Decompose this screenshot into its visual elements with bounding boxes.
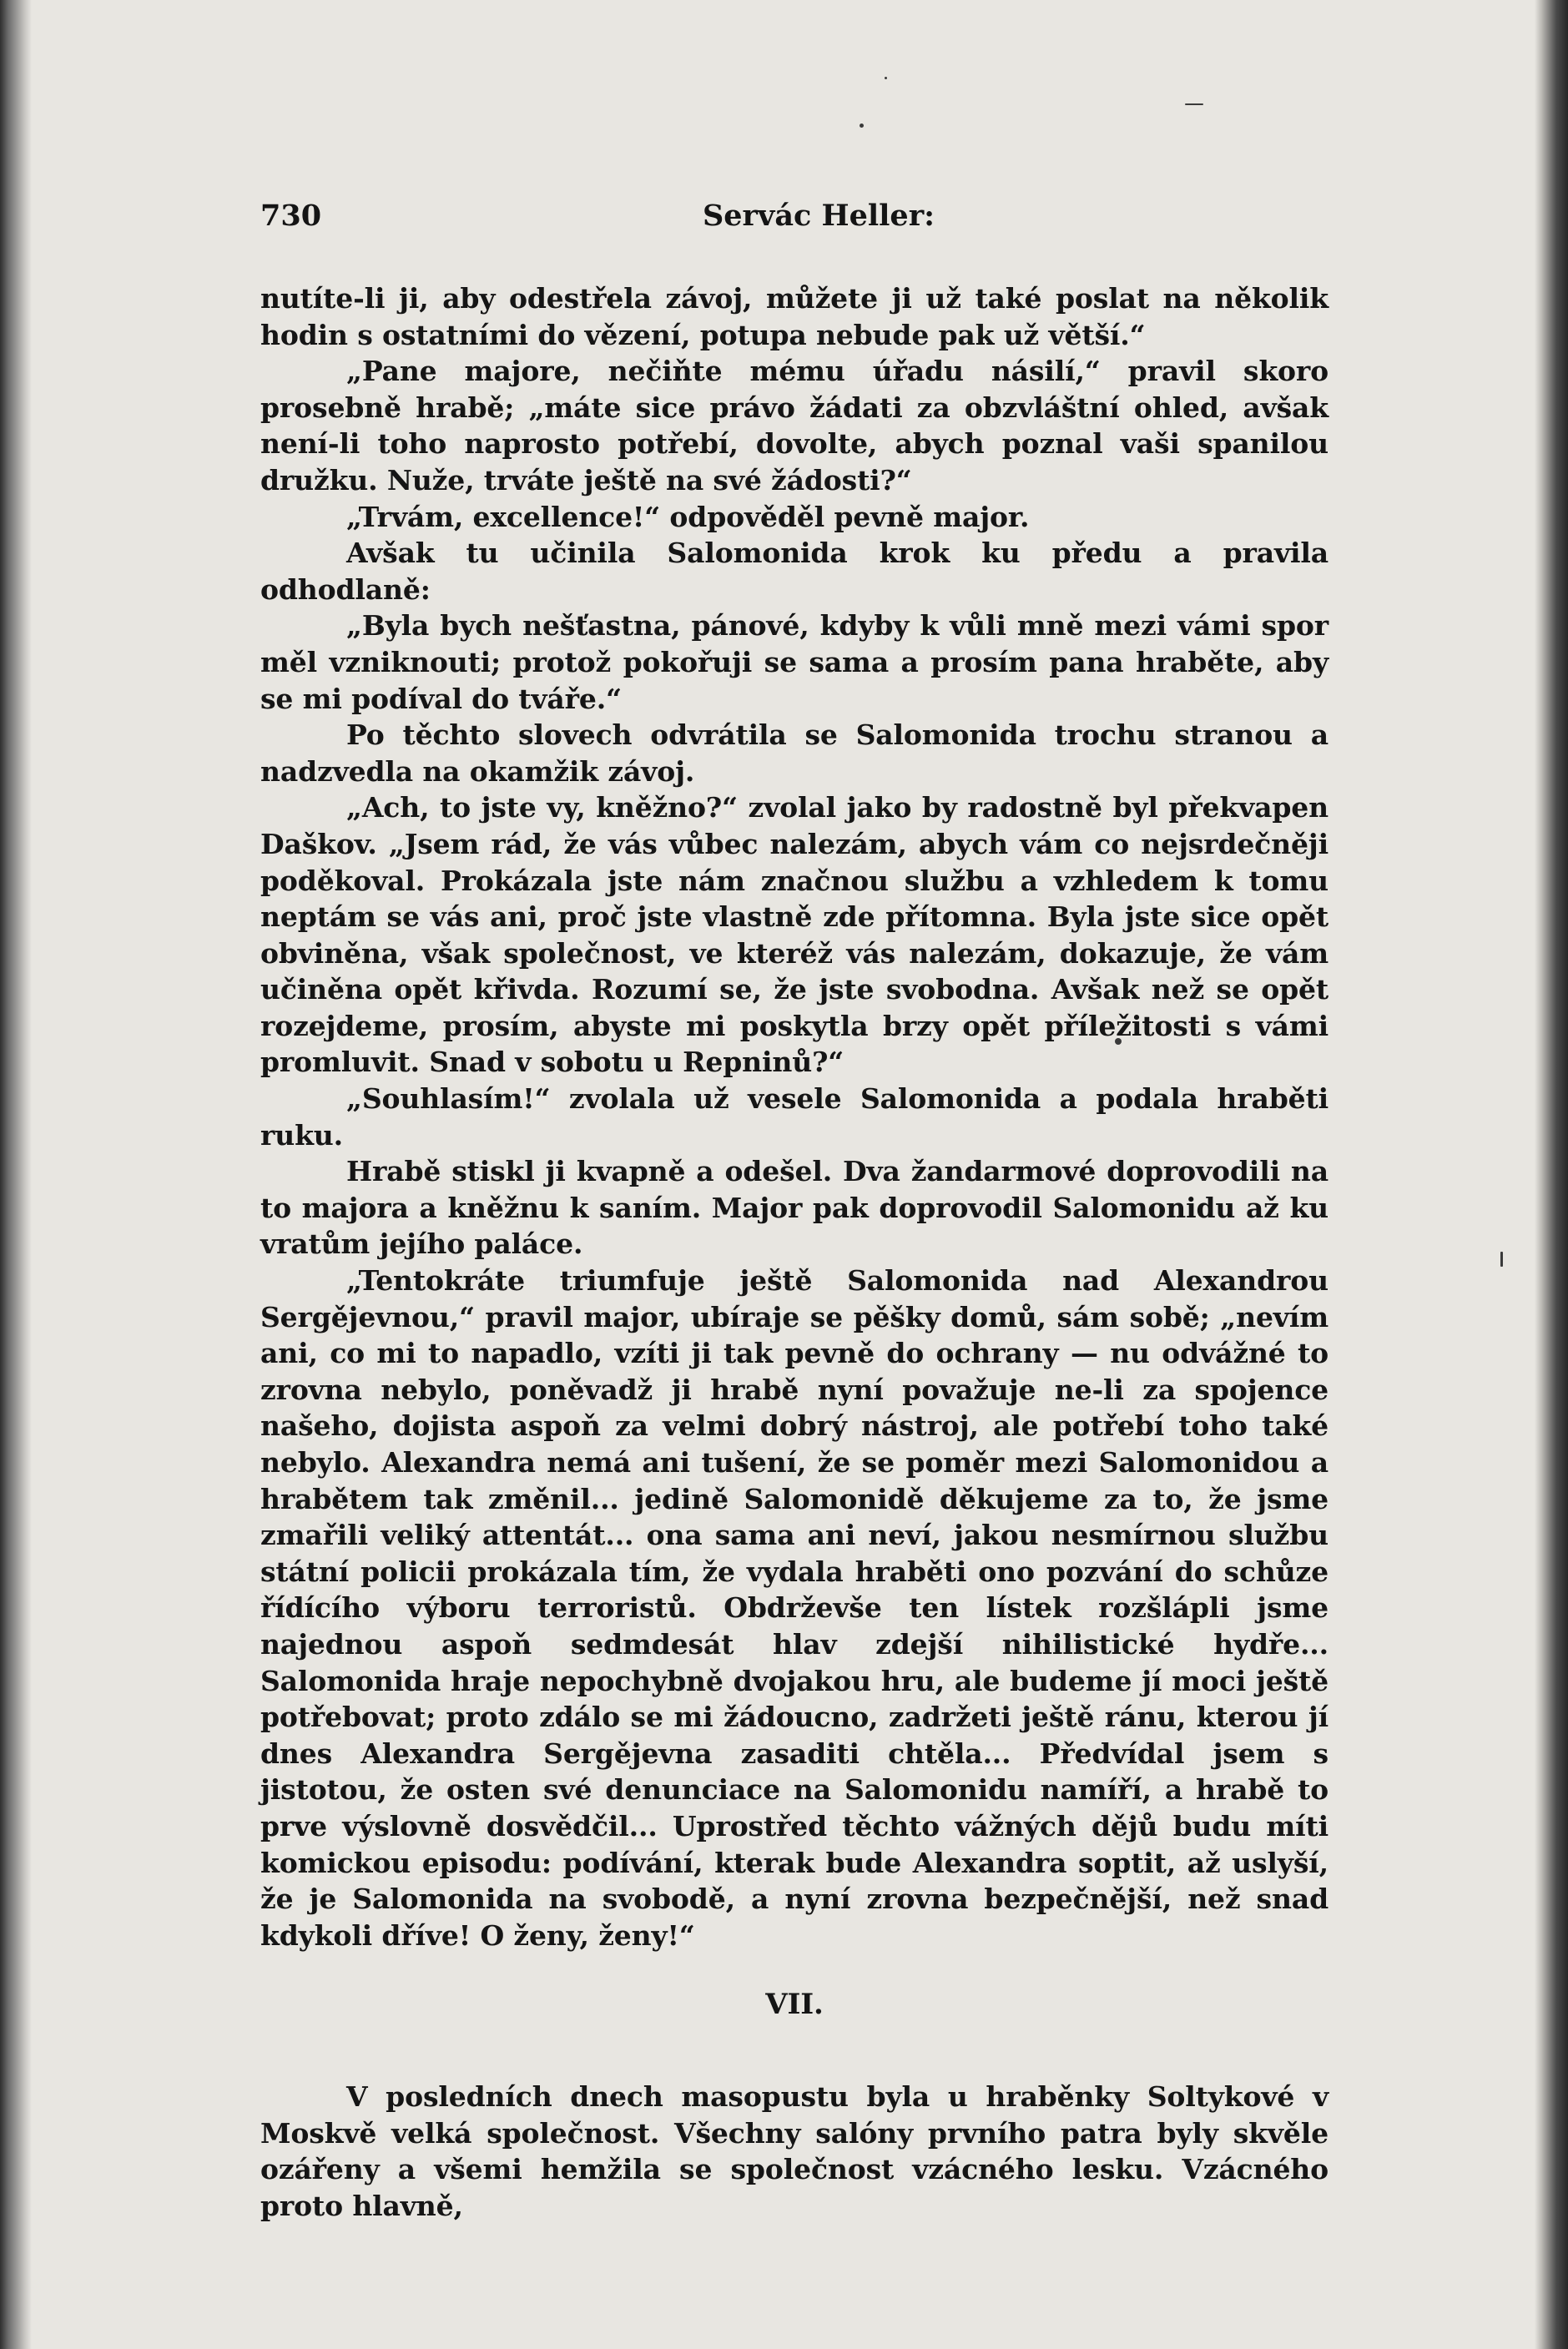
- scan-speck: [860, 123, 864, 128]
- scan-speck: [1185, 103, 1203, 105]
- paragraph: Po těchto slovech odvrátila se Salomonida trochu stranou a nadzvedla na okamžik závoj.: [260, 718, 1329, 788]
- paragraph: „Pane majore, nečiňte mému úřadu násilí,“ pravil skoro prosebně hrabě; „máte sice právo žádati za obzvláštní ohled, avšak není-li toho naprosto potřebí, dovolte, abych poznal vaši spanilou družku. Nuže, trváte ještě na své žádosti?“: [260, 355, 1329, 497]
- paragraph: „Byla bych nešťastna, pánové, kdyby k vůli mně mezi vámi spor měl vzniknouti; protož pokořuji se sama a prosím pana hraběte, aby se mi podíval do tváře.“: [260, 609, 1329, 715]
- scan-edge-left: [0, 0, 32, 2349]
- scan-speck: [885, 77, 887, 79]
- page-header: [260, 199, 1329, 235]
- page-number: 730: [260, 199, 322, 233]
- paragraph: nutíte-li ji, aby odestřela závoj, můžete ji už také poslat na několik hodin s ostatními do vězení, potupa nebude pak už větší.“: [260, 282, 1329, 351]
- paragraph: „Tentokráte triumfuje ještě Salomonida nad Alexandrou Sergějevnou,“ pravil major, ubíraje se pěšky domů, sám sobě; „nevím ani, co mi to napadlo, vzíti ji tak pevně do ochrany — nu odvážné to zrovna nebylo, poněvadž ji hrabě nyní považuje ne-li za spojence našeho, dojista aspoň za velmi dobrý nástroj, ale potřebí toho také nebylo. Alexandra nemá ani tušení, že se poměr mezi Salomonidou a hrabětem tak změnil... jedině Salomonidě děkujeme za to, že jsme zmařili veliký attentát... ona sama ani neví, jakou nesmírnou službu státní policii prokázala tím, že vydala hraběti ono pozvání do schůze řídícího výboru terroristů. Obdrževše ten lístek rozšlápli jsme najednou aspoň sedmdesát hlav zdejší nihilistické hydře... Salomonida hraje nepochybně dvojakou hru, ale budeme jí moci ještě potřebovat; proto zdálo se mi žádoucno, zadržeti ještě ránu, kterou jí dnes Alexandra Sergějevna zasaditi chtěla... Předvídal jsem s jistotou, že osten své denunciace na Salomonidu namíří, a hrabě to prve výslovně dosvědčil... Uprostřed těchto vážných dějů budu míti komickou episodu: podívání, kterak bude Alexandra soptit, až uslyší, že je Salomonida na svobodě, a nyní zrovna bezpečnější, než snad kdykoli dříve! O ženy, ženy!“: [260, 1264, 1329, 1952]
- scan-speck: [1500, 1252, 1503, 1267]
- scan-edge-right: [1535, 0, 1568, 2349]
- page-body: [260, 280, 1329, 2224]
- paragraph: Hrabě stiskl ji kvapně a odešel. Dva žandarmové doprovodili na to majora a kněžnu k saním. Major pak doprovodil Salomonidu až ku vratům jejího paláce.: [260, 1155, 1329, 1261]
- running-head: Servác Heller:: [703, 199, 935, 233]
- paragraph: Avšak tu učinila Salomonida krok ku předu a pravila odhodlaně:: [260, 537, 1329, 606]
- chapter-heading: VII.: [765, 1988, 824, 2022]
- paragraph: „Souhlasím!“ zvolala už vesele Salomonida a podala hraběti ruku.: [260, 1082, 1329, 1152]
- paragraph: V posledních dnech masopustu byla u hraběnky Soltykové v Moskvě velká společnost. Všechny salóny prvního patra byly skvěle ozářeny a všemi hemžila se společnost vzácného lesku. Vzácného proto hlavně,: [260, 2079, 1329, 2222]
- paragraph: „Trvám, excellence!“ odpověděl pevně major.: [346, 500, 1030, 533]
- paragraph: „Ach, to jste vy, kněžno?“ zvolal jako by radostně byl překvapen Daškov. „Jsem rád, že vás vůbec nalezám, abych vám co nejsrdečněji poděkoval. Prokázala jste nám značnou službu a vzhledem k tomu neptám se vás ani, proč jste vlastně zde přítomna. Byla jste sice opět obviněna, však společnost, ve kteréž vás nalezám, dokazuje, že vám učiněna opět křivda. Rozumí se, že jste svobodna. Avšak než se opět rozejdeme, prosím, abyste mi poskytla brzy opět příležitosti s vámi promluvit. Snad v sobotu u Repninů?“: [260, 791, 1329, 1079]
